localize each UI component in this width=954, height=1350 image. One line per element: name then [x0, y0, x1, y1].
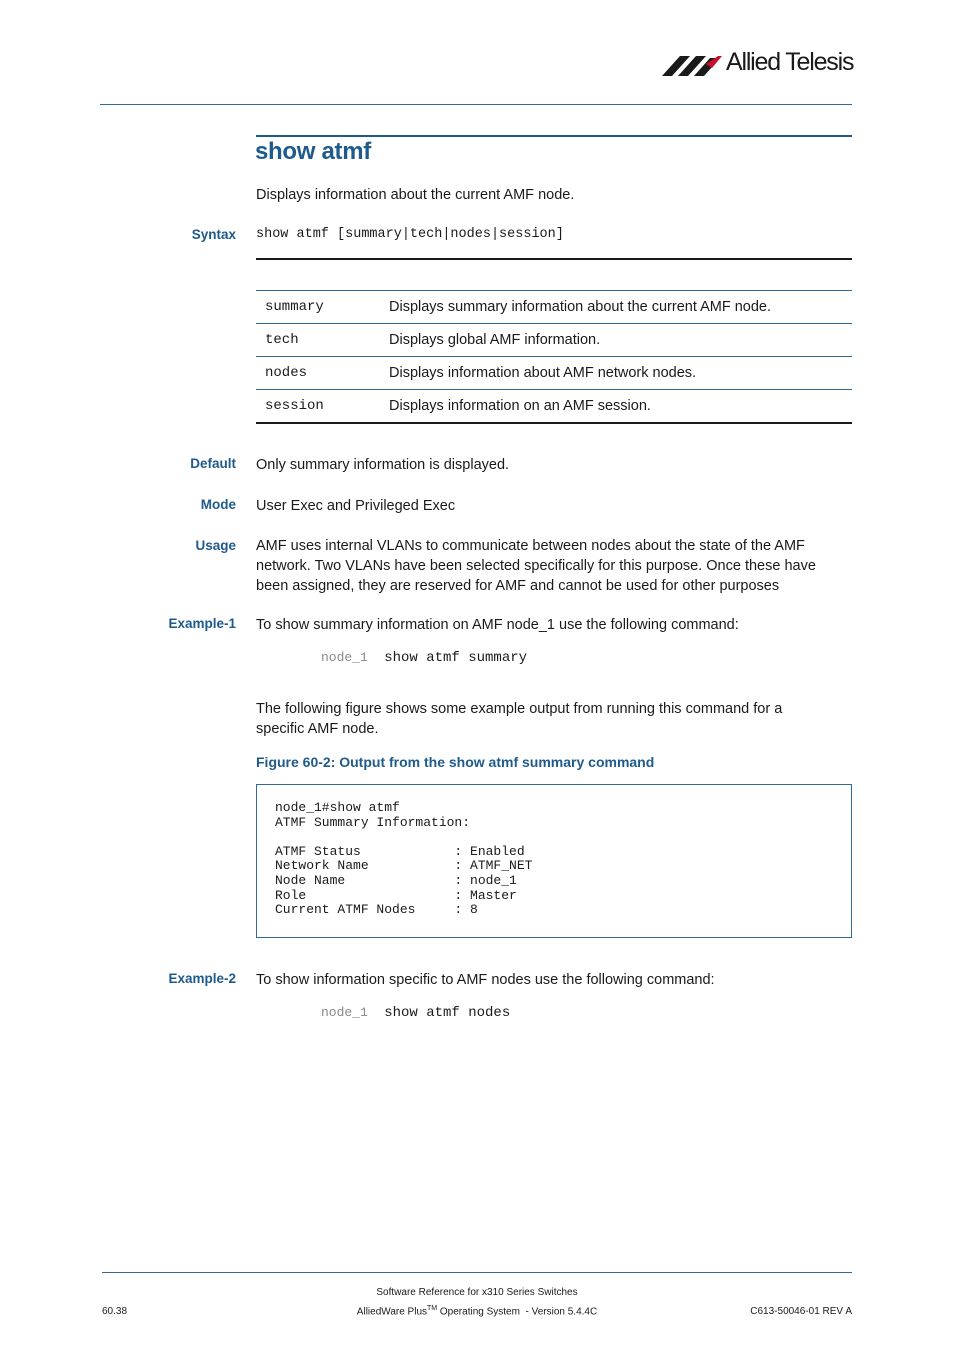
cli-prompt: node_1	[321, 1005, 368, 1020]
footer-product: AlliedWare Plus	[356, 1306, 428, 1318]
page-number: 60.38	[102, 1306, 128, 1317]
document-id: C613-50046-01 REV A	[750, 1306, 852, 1317]
usage-paragraph	[256, 536, 852, 596]
param-description: Displays global AMF information.	[389, 324, 852, 357]
followup-line: specific AMF node.	[256, 721, 379, 737]
table-row	[256, 291, 852, 324]
allied-telesis-logo-icon	[660, 52, 724, 78]
default-text: Only summary information is displayed.	[256, 457, 510, 473]
section-description: Displays information about the current AMF node.	[256, 187, 575, 203]
usage-line: AMF uses internal VLANs to communicate between nodes about the state of the AMF	[256, 538, 805, 554]
header-rule	[100, 104, 852, 105]
syntax-label: Syntax	[191, 227, 236, 242]
param-keyword: tech	[256, 324, 389, 357]
param-description: Displays information about AMF network nodes.	[389, 357, 852, 390]
mode-label: Mode	[200, 497, 236, 512]
footer-version-text: Operating System - Version 5.4.4C	[437, 1306, 598, 1318]
example2-intro: To show information specific to AMF nodes use the following command:	[256, 972, 715, 988]
example1-intro: To show summary information on AMF node_1 use the following command:	[256, 617, 739, 633]
example1-command-line	[321, 650, 527, 666]
example2-label: Example-2	[168, 971, 236, 986]
footer-tm: TM	[427, 1305, 438, 1312]
logo-text: Allied Telesis	[726, 48, 854, 76]
default-label: Default	[190, 456, 236, 471]
title-rule	[256, 135, 852, 137]
parameter-table	[256, 290, 852, 424]
mode-text: User Exec and Privileged Exec	[256, 498, 456, 514]
figure-caption: Figure 60-2: Output from the show atmf summary command	[256, 754, 655, 770]
footer-title: Software Reference for x310 Series Switches	[376, 1287, 578, 1298]
footer-rule	[102, 1272, 852, 1273]
cli-command: show atmf summary	[384, 650, 528, 666]
usage-label: Usage	[195, 538, 236, 553]
table-row	[256, 324, 852, 357]
param-keyword: nodes	[256, 357, 389, 390]
logo	[660, 50, 856, 80]
table-row	[256, 357, 852, 390]
param-keyword: session	[256, 390, 389, 424]
cli-prompt: node_1	[321, 650, 368, 665]
cli-command: show atmf nodes	[384, 1005, 511, 1021]
page-title: show atmf	[255, 138, 371, 165]
syntax-command: show atmf [summary|tech|nodes|session]	[256, 227, 564, 242]
example1-label: Example-1	[168, 616, 236, 631]
figure-output-box	[256, 784, 852, 938]
param-description: Displays information on an AMF session.	[389, 390, 852, 424]
param-description: Displays summary information about the current AMF node.	[389, 291, 852, 324]
example2-command-line	[321, 1005, 510, 1021]
usage-line: been assigned, they are reserved for AMF and cannot be used for other purposes	[256, 578, 780, 594]
figure-output: node_1#show atmf ATMF Summary Information: ATMF Status : Enabled Network Name : ATMF_NET Node Name : node_1 Role : Master Current ATMF Nodes : 8	[275, 800, 533, 918]
usage-line: network. Two VLANs have been selected specifically for this purpose. Once these have	[256, 558, 816, 574]
table-row	[256, 390, 852, 424]
followup-line: The following figure shows some example output from running this command for a	[256, 701, 783, 717]
param-keyword: summary	[256, 291, 389, 324]
example1-followup	[256, 699, 852, 739]
syntax-table-top-rule	[256, 258, 852, 260]
